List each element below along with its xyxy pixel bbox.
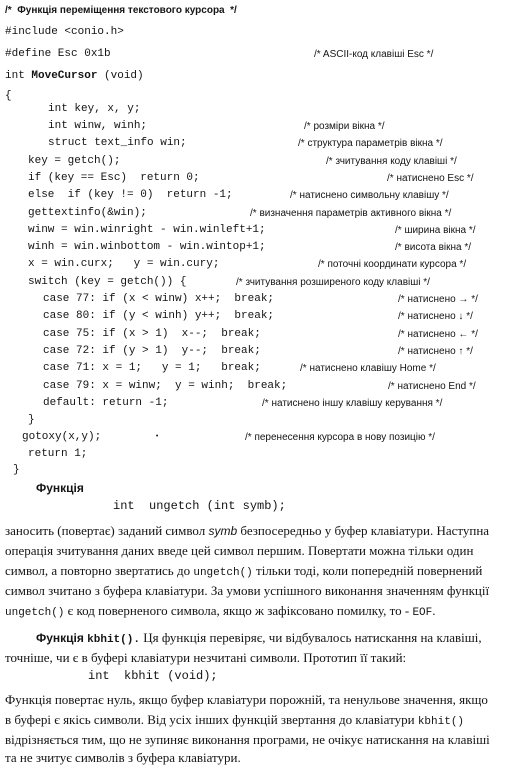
- code-line-case77: [0, 291, 529, 308]
- code-line-include: [0, 24, 529, 41]
- code-line-case80: [0, 308, 529, 325]
- ungetch-prototype: int ungetch (int symb);: [113, 499, 286, 513]
- code-decl1: int key, x, y;: [48, 103, 141, 115]
- code-case72-comment: /* натиснено ↑ */: [398, 346, 473, 357]
- code-signature-name: MoveCursor: [31, 70, 98, 82]
- code-if-esc: if (key == Esc) return 0;: [28, 172, 200, 184]
- kbhit-heading: Функція: [36, 631, 84, 645]
- code-header-comment: /* Функція переміщення текстового курсора */: [5, 5, 237, 16]
- code-decl3: struct text_info win;: [48, 137, 187, 149]
- code-line-define: [0, 46, 529, 63]
- code-winh: winh = win.winbottom - win.wintop+1;: [28, 241, 266, 253]
- p2-line2: точніше, чи є в буфері клавіатури незчитані символи. Прототип її такий:: [5, 650, 407, 665]
- code-line-signature: [0, 68, 529, 85]
- code-line-case79: [0, 378, 529, 395]
- code-gettextinfo-comment: /* визначення параметрів активного вікна */: [250, 208, 452, 219]
- code-if-esc-comment: /* натиснено Esc */: [387, 173, 474, 184]
- code-case77-comment: /* натиснено → */: [398, 294, 478, 305]
- ungetch-heading: Функція: [36, 481, 84, 495]
- code-else: else if (key != 0) return -1;: [28, 189, 233, 201]
- code-curxy: x = win.curx; y = win.cury;: [28, 258, 220, 270]
- code-decl3-comment: /* структура параметрів вікна */: [298, 138, 443, 149]
- code-close-switch: }: [28, 414, 35, 426]
- p2-line1: Функція kbhit(). Ця функція перевіряє, чи відбувалось натискання на клавіші,: [36, 630, 482, 646]
- code-case80: case 80: if (y < winh) y++; break;: [43, 310, 275, 322]
- symb-var: symb: [208, 524, 238, 538]
- code-gettextinfo: gettextinfo(&win);: [28, 207, 147, 219]
- code-line-winw: [0, 222, 529, 239]
- code-case75: case 75: if (x > 1) x--; break;: [43, 328, 261, 340]
- ungetch-code: ungetch(): [193, 567, 253, 579]
- code-signature-args: (void): [97, 70, 144, 82]
- code-line-decl3: [0, 135, 529, 152]
- p1-line4: символ зчитано з буфера клавіатури. За умови успішного виконання значенням функції: [5, 583, 490, 598]
- code-signature-type: int: [5, 70, 32, 82]
- code-line-if-esc: [0, 170, 529, 187]
- code-winw: winw = win.winright - win.winleft+1;: [28, 224, 266, 236]
- code-line-switch: [0, 274, 529, 291]
- code-line-case75: [0, 326, 529, 343]
- p1-line3: символ, а повторно звертатись до ungetch() тільки тоді, коли попередній повернений: [5, 563, 483, 579]
- ungetch-code: ungetch(): [5, 607, 65, 619]
- code-case72: case 72: if (y > 1) y--; break;: [43, 345, 261, 357]
- code-line-close-brace: [0, 462, 529, 479]
- code-include: #include <conio.h>: [5, 26, 124, 38]
- code-line-gettextinfo: [0, 205, 529, 222]
- p3-line1: Функція повертає нуль, якщо буфер клавіатури порожній, та ненульове значення, якщо: [5, 692, 488, 707]
- code-line-return: [0, 446, 529, 463]
- code-line-winh: [0, 239, 529, 256]
- eof-code: EOF: [412, 607, 433, 619]
- code-open-brace: {: [5, 90, 12, 102]
- code-close-brace: }: [13, 464, 20, 476]
- p1-line5: ungetch() є код поверненого символа, якщо ж зафіксовано помилку, то - EOF.: [5, 603, 436, 619]
- code-gotoxy: gotoxy(x,y);: [22, 431, 102, 443]
- code-line-case71: [0, 360, 529, 377]
- code-case79: case 79: x = winw; y = winh; break;: [43, 380, 288, 392]
- code-winh-comment: /* висота вікна */: [395, 242, 472, 253]
- code-case77: case 77: if (x < winw) x++; break;: [43, 293, 275, 305]
- p3-line2: в буфері є якісь символи. Від усіх інших функцій звертання до клавіатури kbhit(): [5, 712, 465, 728]
- code-line-header: [0, 2, 529, 19]
- code-line-curxy: [0, 256, 529, 273]
- code-line-decl1: [0, 101, 529, 118]
- code-key-comment: /* зчитування коду клавіші */: [326, 156, 457, 167]
- code-switch-comment: /* зчитування розширеного коду клавіші */: [236, 277, 430, 288]
- code-line-decl2: [0, 118, 529, 135]
- code-case80-comment: /* натиснено ↓ */: [398, 311, 473, 322]
- code-decl2-comment: /* розміри вікна */: [304, 121, 385, 132]
- p3-line4: та не зчитує символів з буфера клавіатури.: [5, 750, 241, 765]
- code-winw-comment: /* ширина вікна */: [395, 225, 476, 236]
- code-key: key = getch();: [28, 155, 121, 167]
- code-line-case72: [0, 343, 529, 360]
- code-line-default: [0, 395, 529, 412]
- code-define: #define Esc 0x1b: [5, 48, 111, 60]
- code-curxy-comment: /* поточні координати курсора */: [318, 259, 467, 270]
- code-default: default: return -1;: [43, 397, 169, 409]
- code-gotoxy-comment: /* перенесення курсора в нову позицію */: [245, 432, 435, 443]
- code-define-comment: /* ASCII-код клавіші Esc */: [314, 49, 434, 60]
- p1-line1: заносить (повертає) заданий символ symb безпосередньо у буфер клавіатури. Наступна: [5, 523, 490, 538]
- code-line-else: [0, 187, 529, 204]
- code-default-comment: /* натиснено іншу клавішу керування */: [262, 398, 443, 409]
- code-decl2: int winw, winh;: [48, 120, 148, 132]
- code-case79-comment: /* натиснено End */: [388, 381, 476, 392]
- p1-line2: операція зчитування даних введе цей символ першим. Повертати можна тільки один: [5, 543, 474, 558]
- code-case75-comment: /* натиснено ← */: [398, 329, 478, 340]
- stray-dot: •: [155, 433, 160, 441]
- kbhit-heading-code: kbhit().: [87, 634, 140, 646]
- code-case71: case 71: x = 1; y = 1; break;: [43, 362, 261, 374]
- code-return: return 1;: [28, 448, 88, 460]
- kbhit-prototype: int kbhit (void);: [88, 669, 218, 683]
- code-line-key: [0, 153, 529, 170]
- code-line-close-switch: [0, 412, 529, 429]
- code-case71-comment: /* натиснено клавішу Home */: [300, 363, 436, 374]
- code-line-gotoxy: [0, 429, 529, 446]
- code-switch: switch (key = getch()) {: [28, 276, 187, 288]
- kbhit-code: kbhit(): [417, 716, 465, 728]
- code-else-comment: /* натиснено символьну клавішу */: [290, 190, 449, 201]
- p3-line3: відрізняється тим, що не зупиняє виконання програми, не очікує натискання на клавіші: [5, 732, 490, 747]
